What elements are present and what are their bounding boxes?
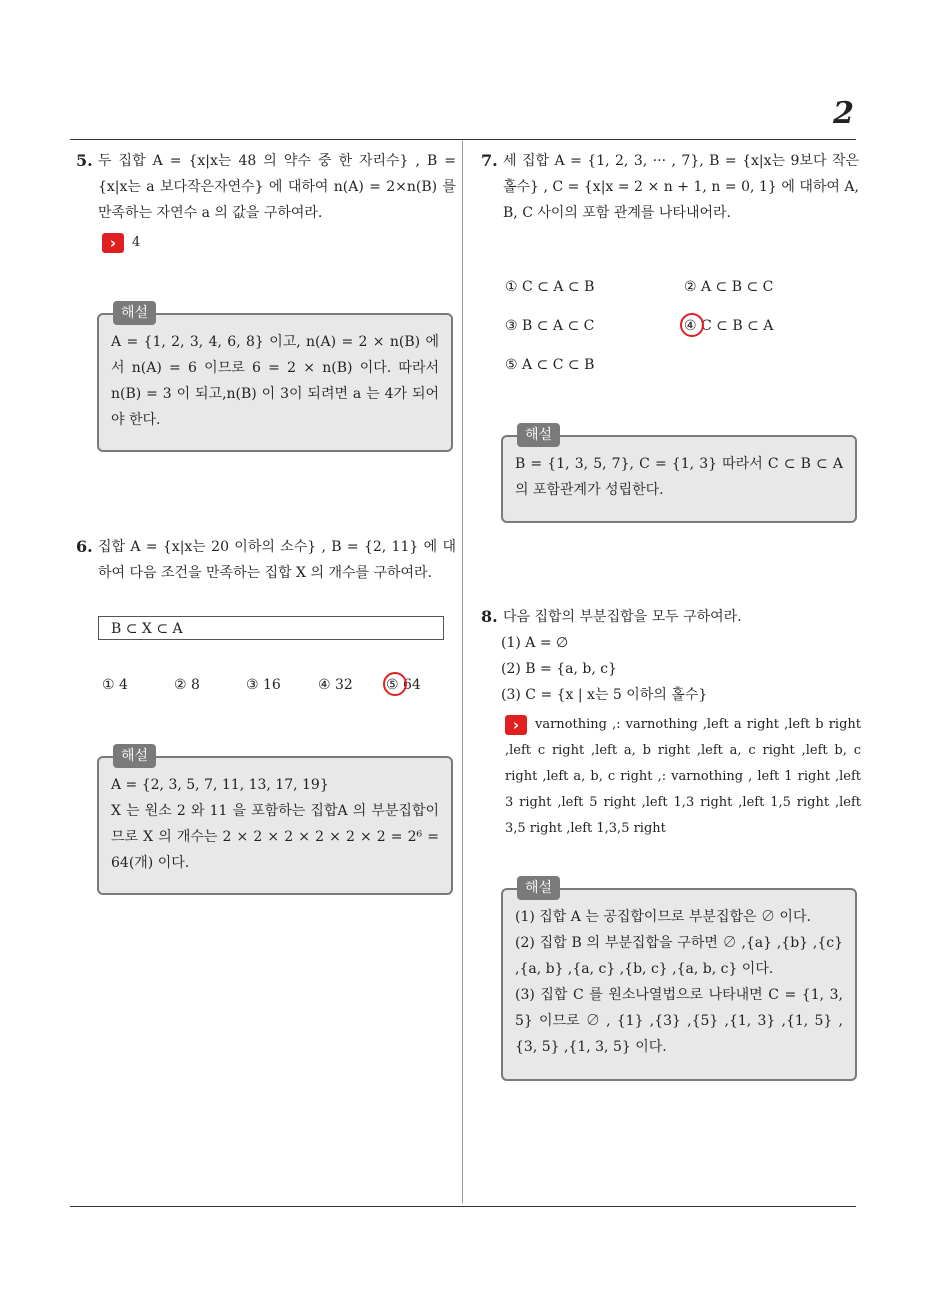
choice-3[interactable]: ③ 16 bbox=[246, 677, 281, 693]
explanation-badge: 해설 bbox=[113, 744, 156, 768]
explanation-line-2: X 는 원소 2 와 11 을 포함하는 집합A 의 부분집합이므로 X 의 개수는 2 × 2 × 2 × 2 × 2 × 2 = 2⁶ = 64(개) 이다. bbox=[111, 803, 439, 871]
choice-4[interactable]: ④ C ⊂ B ⊂ A bbox=[684, 318, 774, 334]
selected-choice-mark bbox=[383, 672, 407, 696]
answer-text: varnothing ,: varnothing ,left a right ,left b right ,left c right ,left a, b right ,left a, c right ,left b, c right ,left a, b, c right ,: varnothing , left 1 right ,left 3 right ,left 5 right ,left 1,3 right ,left 1,5 right ,left 3,5 right ,left 1,3,5 right bbox=[505, 717, 861, 836]
choice-2[interactable]: ② 8 bbox=[174, 677, 200, 693]
choice-2[interactable]: ② A ⊂ B ⊂ C bbox=[684, 279, 774, 295]
answer-text: 4 bbox=[132, 235, 141, 250]
top-rule bbox=[70, 139, 856, 140]
question-8 bbox=[481, 604, 859, 630]
condition-box: B ⊂ X ⊂ A bbox=[98, 616, 444, 640]
selected-choice-mark bbox=[680, 313, 704, 337]
choice-4[interactable]: ④ 32 bbox=[318, 677, 353, 693]
sub-question-1: (1) A = ∅ bbox=[501, 635, 569, 651]
question-stem: 다음 집합의 부분집합을 모두 구하여라. bbox=[503, 609, 742, 625]
question-number: 8. bbox=[481, 607, 498, 626]
choice-5[interactable]: ⑤ A ⊂ C ⊂ B bbox=[505, 357, 595, 373]
explanation-badge: 해설 bbox=[113, 301, 156, 325]
question-stem: 두 집합 A = {x|x는 48 의 약수 중 한 자리수} , B = {x|x는 a 보다작은자연수} 에 대하여 n(A) = 2×n(B) 를 만족하는 자연수 a 의 값을 구하여라. bbox=[98, 153, 456, 221]
explanation-text: A = {1, 2, 3, 4, 6, 8} 이고, n(A) = 2 × n(B) 에서 n(A) = 6 이므로 6 = 2 × n(B) 이다. 따라서 n(B) = 3 이 되고,n(B) 이 3이 되려면 a 는 4가 되어야 한다. bbox=[111, 334, 439, 428]
explanation-text: B = {1, 3, 5, 7}, C = {1, 3} 따라서 C ⊂ B ⊂ A 의 포함관계가 성립한다. bbox=[515, 456, 843, 498]
choice-5[interactable]: ⑤ 64 bbox=[386, 677, 421, 693]
explanation-box-7 bbox=[501, 427, 857, 523]
chevron-right-icon: › bbox=[102, 233, 124, 253]
explanation-box-5 bbox=[97, 305, 453, 452]
explanation-badge: 해설 bbox=[517, 876, 560, 900]
choice-1[interactable]: ① 4 bbox=[102, 677, 128, 693]
sub-question-2: (2) B = {a, b, c} bbox=[501, 661, 617, 677]
answer-5 bbox=[102, 230, 140, 256]
question-6 bbox=[76, 534, 456, 586]
bottom-rule bbox=[70, 1206, 856, 1207]
choice-3[interactable]: ③ B ⊂ A ⊂ C bbox=[505, 318, 595, 334]
explanation-box-6 bbox=[97, 748, 453, 895]
question-stem: 세 집합 A = {1, 2, 3, ··· , 7}, B = {x|x는 9보다 작은 홀수} , C = {x|x = 2 × n + 1, n = 0, 1} 에 대하여 A, B, C 사이의 포함 관계를 나타내어라. bbox=[503, 153, 859, 221]
column-divider bbox=[462, 141, 463, 1203]
question-5 bbox=[76, 148, 456, 226]
explanation-box-8 bbox=[501, 880, 857, 1081]
explanation-line-1: A = {2, 3, 5, 7, 11, 13, 17, 19} bbox=[111, 777, 329, 793]
explanation-badge: 해설 bbox=[517, 423, 560, 447]
question-number: 7. bbox=[481, 151, 498, 170]
sub-question-3: (3) C = {x | x는 5 이하의 홀수} bbox=[501, 687, 708, 703]
question-number: 6. bbox=[76, 537, 93, 556]
explanation-line-3: (3) 집합 C 를 원소나열법으로 나타내면 C = {1, 3, 5} 이므로 ∅ , {1} ,{3} ,{5} ,{1, 3} ,{1, 5} ,{3, 5} ,{1, 3, 5} 이다. bbox=[515, 987, 843, 1055]
chevron-right-icon: › bbox=[505, 715, 527, 735]
answer-8 bbox=[505, 712, 861, 842]
question-number: 5. bbox=[76, 151, 93, 170]
explanation-line-2: (2) 집합 B 의 부분집합을 구하면 ∅ ,{a} ,{b} ,{c} ,{a, b} ,{a, c} ,{b, c} ,{a, b, c} 이다. bbox=[515, 935, 843, 977]
question-stem: 집합 A = {x|x는 20 이하의 소수} , B = {2, 11} 에 대하여 다음 조건을 만족하는 집합 X 의 개수를 구하여라. bbox=[98, 539, 456, 581]
question-7 bbox=[481, 148, 859, 226]
page-number: 2 bbox=[833, 96, 854, 131]
explanation-line-1: (1) 집합 A 는 공집합이므로 부분집합은 ∅ 이다. bbox=[515, 909, 811, 925]
choice-1[interactable]: ① C ⊂ A ⊂ B bbox=[505, 279, 595, 295]
